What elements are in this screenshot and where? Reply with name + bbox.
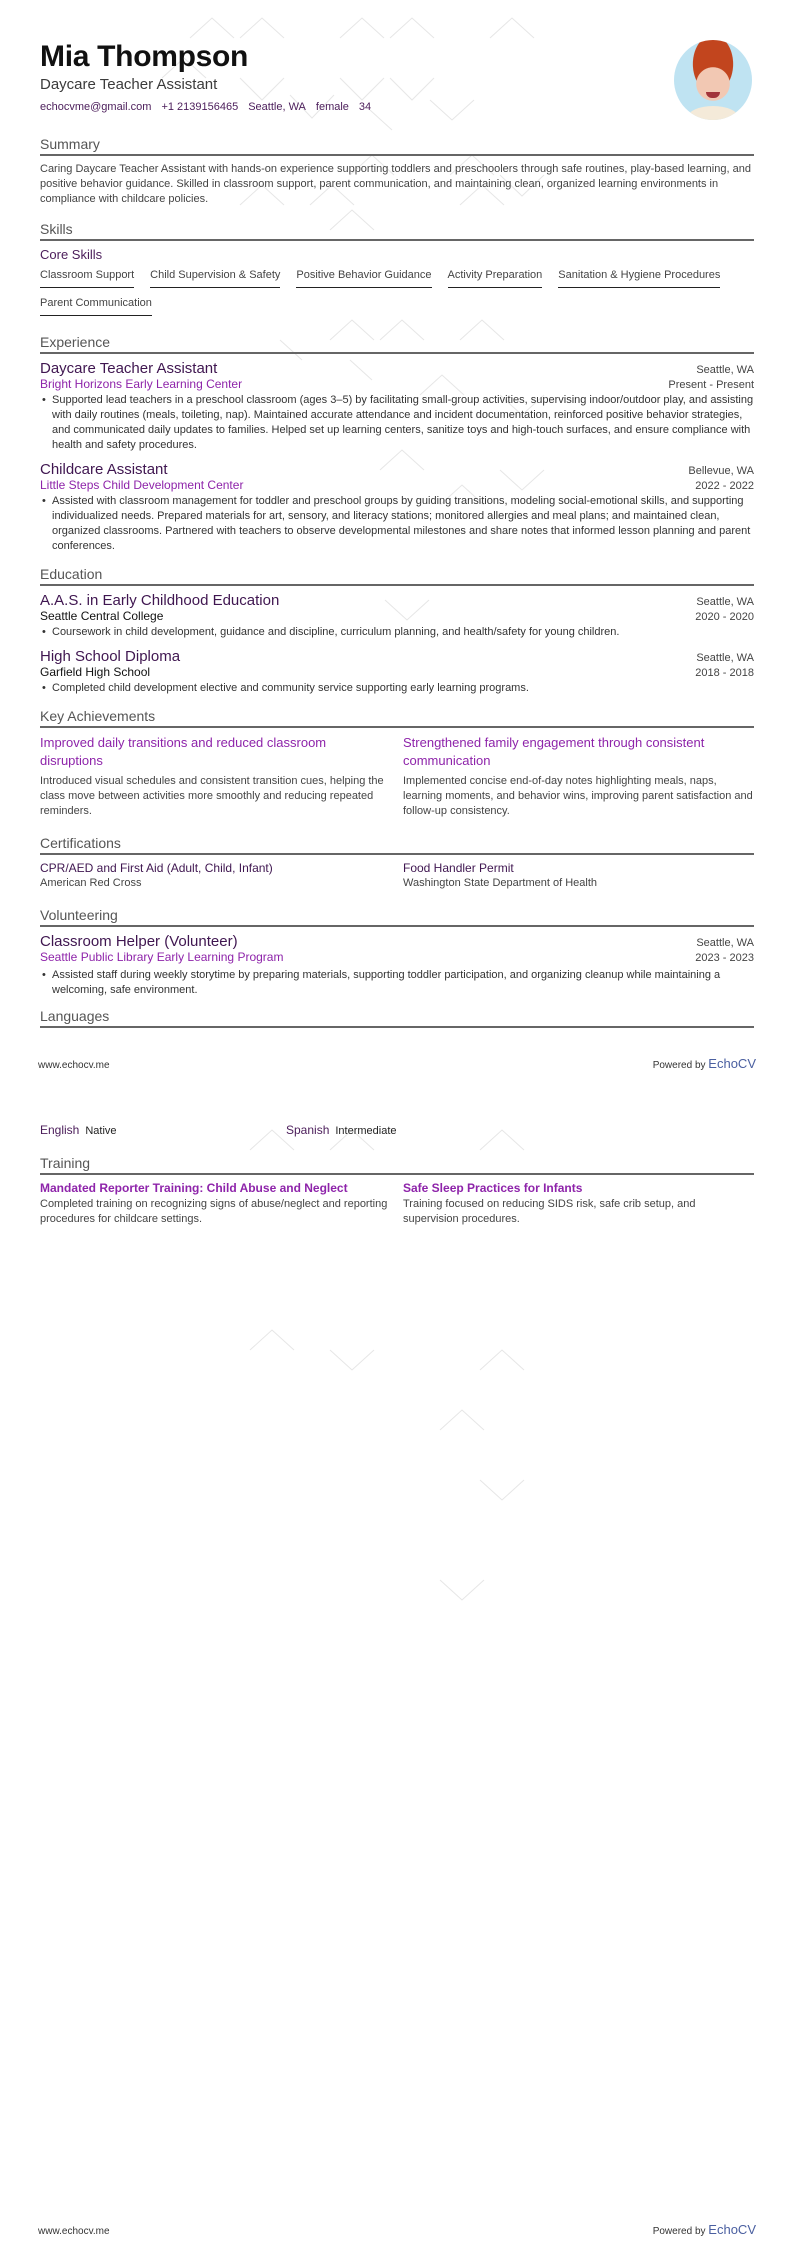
- certification-title: CPR/AED and First Aid (Adult, Child, Infant): [40, 861, 273, 875]
- languages-section: [40, 1008, 754, 1028]
- achievement-item: [40, 734, 391, 819]
- job-dates: Present - Present: [668, 379, 754, 391]
- section-heading: Education: [40, 566, 754, 586]
- contact-email[interactable]: echocvme@gmail.com: [40, 101, 152, 113]
- experience-entry: [40, 360, 754, 453]
- bullet-item: • Coursework in child development, guidance and discipline, curriculum planning, and health/safety for young children.: [40, 625, 754, 640]
- powered-by-label: Powered by: [652, 1060, 706, 1071]
- volunteering-section: [40, 907, 754, 998]
- powered-by-label: Powered by: [652, 2226, 706, 2237]
- achievement-title: Improved daily transitions and reduced classroom disruptions: [40, 735, 327, 768]
- job-location: Bellevue, WA: [688, 465, 754, 477]
- volunteer-dates: 2023 - 2023: [695, 952, 754, 964]
- school-location: Seattle, WA: [696, 596, 754, 608]
- job-title: Childcare Assistant: [40, 461, 168, 478]
- summary-section: [40, 136, 754, 207]
- job-bullets: [40, 494, 754, 554]
- candidate-name: Mia Thompson: [40, 40, 249, 73]
- skill-tag: Classroom Support: [40, 264, 134, 288]
- certification-item: [40, 861, 391, 889]
- footer-site-link[interactable]: www.echocv.me: [38, 2226, 110, 2237]
- language-item: [40, 1123, 286, 1137]
- page-footer-bottom: [38, 2222, 756, 2237]
- education-bullets: [40, 625, 754, 640]
- school-location: Seattle, WA: [696, 652, 754, 664]
- language-level: Native: [85, 1125, 117, 1137]
- section-heading: Skills: [40, 221, 754, 241]
- footer-site-link[interactable]: www.echocv.me: [38, 1060, 110, 1071]
- section-heading: Key Achievements: [40, 708, 754, 728]
- bullet-item: • Assisted with classroom management for toddler and preschool groups by guiding transitions, modeling social-emotional skills, and supporting individualized needs. Prepared materials for art, sensory, and literacy stations; monitored allergies and meal plans; and maintained clean, organized classrooms. Partnered with teachers to observe developmental milestones and share notes that informed lesson planning and parent conferences.: [40, 494, 754, 554]
- job-location: Seattle, WA: [696, 364, 754, 376]
- education-entry: [40, 648, 754, 696]
- degree: High School Diploma: [40, 648, 181, 665]
- training-section: [40, 1155, 754, 1227]
- certifications-section: [40, 835, 754, 889]
- section-heading: Volunteering: [40, 907, 754, 927]
- skill-tag: Activity Preparation: [448, 264, 543, 288]
- training-text: Completed training on recognizing signs of abuse/neglect and reporting procedures for childcare settings.: [40, 1198, 388, 1225]
- section-heading: Summary: [40, 136, 754, 156]
- experience-entry: [40, 461, 754, 554]
- job-dates: 2022 - 2022: [695, 480, 754, 492]
- degree: A.A.S. in Early Childhood Education: [40, 592, 280, 609]
- volunteer-entry: [40, 933, 754, 998]
- education-dates: 2020 - 2020: [695, 611, 754, 623]
- page-footer: [38, 1056, 756, 1071]
- skill-tag: Sanitation & Hygiene Procedures: [558, 264, 720, 288]
- training-title: Safe Sleep Practices for Infants: [403, 1181, 583, 1195]
- bullet-item: • Supported lead teachers in a preschool classroom (ages 3–5) by facilitating small-group activities, supervising indoor/outdoor play, and assisting with daily routines (meals, toileting, nap). Maintained accurate attendance and incident documentation, reinforced positive behavior strategies, and communicated daily updates to families. Helped set up learning centers, sanitize toys and high-touch surfaces, and ensure compliance with health and safety procedures.: [40, 393, 754, 453]
- training-item: [403, 1181, 754, 1227]
- certification-issuer: Washington State Department of Health: [403, 877, 598, 889]
- skills-section: [40, 221, 754, 320]
- footer-powered-by: [653, 1056, 756, 1071]
- section-heading: Experience: [40, 334, 754, 354]
- skill-group-label: Core Skills: [40, 247, 103, 262]
- training-text: Training focused on reducing SIDS risk, safe crib setup, and supervision procedures.: [403, 1198, 696, 1225]
- languages-list: [40, 1123, 754, 1137]
- volunteer-bullets: [40, 968, 754, 998]
- achievements-section: [40, 708, 754, 819]
- avatar: [674, 40, 752, 120]
- language-item: [286, 1123, 532, 1137]
- achievement-item: [403, 734, 754, 819]
- footer-brand[interactable]: EchoCV: [708, 1056, 756, 1071]
- language-name: English: [40, 1123, 80, 1137]
- certification-item: [403, 861, 754, 889]
- avatar-smile: [706, 92, 720, 98]
- education-section: [40, 566, 754, 696]
- footer-brand[interactable]: EchoCV: [708, 2222, 756, 2237]
- certification-issuer: American Red Cross: [40, 877, 142, 889]
- contact-phone[interactable]: +1 2139156465: [161, 101, 239, 113]
- language-name: Spanish: [286, 1123, 330, 1137]
- certification-title: Food Handler Permit: [403, 861, 514, 875]
- skill-tag: Parent Communication: [40, 292, 152, 316]
- bullet-item: • Assisted staff during weekly storytime by preparing materials, supporting toddler participation, and organizing cleanup while maintaining a welcoming, safe environment.: [40, 968, 754, 998]
- employer: Bright Horizons Early Learning Center: [40, 377, 243, 391]
- school-name: Seattle Central College: [40, 609, 164, 623]
- summary-text: Caring Daycare Teacher Assistant with hands-on experience supporting toddlers and preschoolers through safe routines, play-based learning, and positive behavior guidance. Skilled in classroom support, parent communication, and maintaining clean, organized learning environments in compliance with childcare policies.: [40, 163, 751, 205]
- contact-location: Seattle, WA: [248, 101, 306, 113]
- education-bullets: [40, 681, 754, 696]
- avatar-shoulders: [688, 106, 738, 120]
- achievement-text: Implemented concise end-of-day notes highlighting meals, naps, learning moments, and behavior wins, improving parent satisfaction and follow-up consistency.: [403, 775, 753, 817]
- candidate-title: Daycare Teacher Assistant: [40, 76, 218, 93]
- training-title: Mandated Reporter Training: Child Abuse and Neglect: [40, 1181, 348, 1195]
- section-heading: Training: [40, 1155, 754, 1175]
- volunteer-org: Seattle Public Library Early Learning Program: [40, 950, 284, 964]
- bullet-item: • Completed child development elective and community service supporting early learning programs.: [40, 681, 754, 696]
- skills-list: [40, 264, 754, 320]
- job-title: Daycare Teacher Assistant: [40, 360, 218, 377]
- experience-section: [40, 334, 754, 554]
- training-item: [40, 1181, 391, 1227]
- volunteer-role: Classroom Helper (Volunteer): [40, 933, 238, 950]
- skill-tag: Positive Behavior Guidance: [296, 264, 431, 288]
- job-bullets: [40, 393, 754, 453]
- achievement-text: Introduced visual schedules and consistent transition cues, helping the class move between activities more smoothly and reducing repeated reminders.: [40, 775, 384, 817]
- education-dates: 2018 - 2018: [695, 667, 754, 679]
- language-level: Intermediate: [335, 1125, 397, 1137]
- school-name: Garfield High School: [40, 665, 151, 679]
- section-heading: Certifications: [40, 835, 754, 855]
- contact-gender: female: [315, 101, 349, 113]
- contact-info: [40, 101, 754, 113]
- employer: Little Steps Child Development Center: [40, 478, 244, 492]
- resume-header: [40, 0, 754, 128]
- volunteer-location: Seattle, WA: [696, 937, 754, 949]
- skill-tag: Child Supervision & Safety: [150, 264, 280, 288]
- footer-powered-by: [653, 2222, 756, 2237]
- section-heading: Languages: [40, 1008, 754, 1028]
- education-entry: [40, 592, 754, 640]
- contact-age: 34: [358, 101, 372, 113]
- achievement-title: Strengthened family engagement through consistent communication: [403, 735, 705, 768]
